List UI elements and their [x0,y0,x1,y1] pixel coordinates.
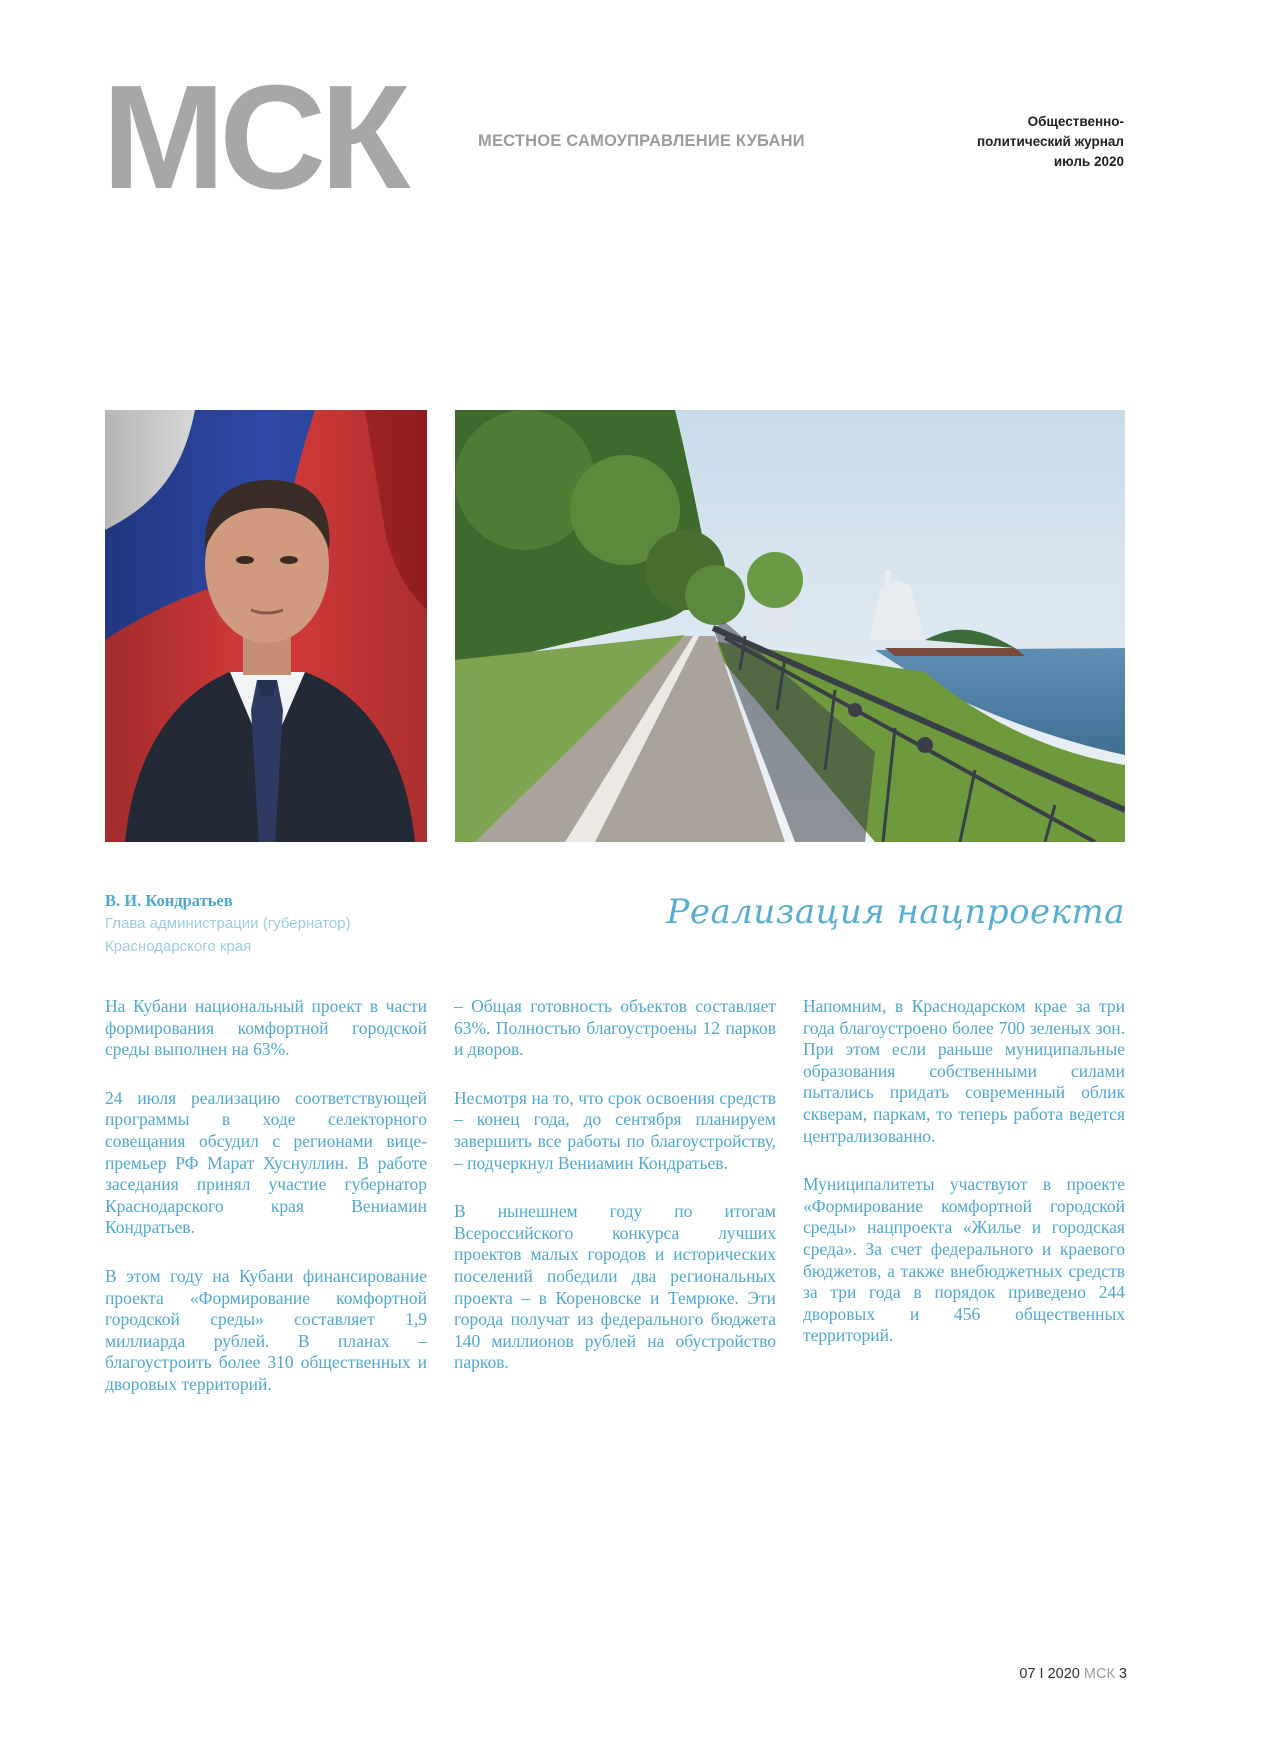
person-role-line: Краснодарского края [105,938,252,955]
paragraph: – Общая готовность объектов составляет 63%. Полностью благоустроены 12 парков и дворов. [454,996,776,1060]
text-column-2 [454,996,776,1423]
person-role-line: Глава администрации (губернатор) [105,915,351,932]
footer-year: 2020 [1047,1666,1080,1682]
magazine-logo: МСК [102,55,405,220]
page-footer [1019,1666,1127,1682]
paragraph: Несмотря на то, что срок освоения средств – конец года, до сентября планируем завершить все работы по благоустройству, – подчеркнул Вениамин Кондратьев. [454,1087,776,1173]
footer-issue: 07 [1019,1666,1036,1682]
paragraph: В нынешнем году по итогам Всероссийского конкурса лучших проектов малых городов и исторических поселений победили два региональных проекта – в Кореновске и Темрюке. Эти города получат из федерального бюджета 140 миллионов рублей на обустройство парков. [454,1201,776,1373]
text-column-3 [803,996,1125,1423]
photo-caption [105,890,425,958]
issue-line: июль 2020 [1053,154,1124,169]
footer-separator: I [1039,1666,1044,1682]
governor-portrait-photo [105,410,427,842]
paragraph: 24 июля реализацию соответствующей программы в ходе селекторного совещания обсудил с регионами вице-премьер РФ Марат Хуснуллин. В работе заседания принял участие губернатор Краснодарского края Вениамин Кондратьев. [105,1087,427,1238]
magazine-subtitle: МЕСТНОЕ САМОУПРАВЛЕНИЕ КУБАНИ [478,132,805,150]
issue-line: Общественно- [1027,114,1124,129]
paragraph: Муниципалитеты участвуют в проекте «Формирование комфортной городской среды» нацпроекта «Жилье и городская среда». За счет федерального и краевого бюджетов, а также внебюджетных средств за три года в порядок приведено 244 дворовых и 456 общественных территорий. [803,1174,1125,1346]
footer-brand: МСК [1083,1666,1115,1682]
article-body [105,996,1125,1423]
person-name: В. И. Кондратьев [105,891,233,910]
promenade-photo [455,410,1125,842]
paragraph: Напомним, в Краснодарском крае за три года благоустроено более 700 зеленых зон. При этом если раньше муниципальные образования собственными силами пытались придать современный облик скверам, паркам, то теперь работа ведется централизованно. [803,996,1125,1146]
paragraph: В этом году на Кубани финансирование проекта «Формирование комфортной городской среды» составляет 1,9 миллиарда рублей. В планах – благоустроить более 310 общественных и дворовых территорий. [105,1265,427,1394]
issue-info [904,112,1124,172]
issue-line: политический журнал [976,134,1124,149]
paragraph: На Кубани национальный проект в части формирования комфортной городской среды выполнен на 63%. [105,996,427,1060]
text-column-1 [105,996,427,1423]
page-number: 3 [1118,1666,1127,1682]
article-headline: Реализация нацпроекта [666,892,1125,932]
